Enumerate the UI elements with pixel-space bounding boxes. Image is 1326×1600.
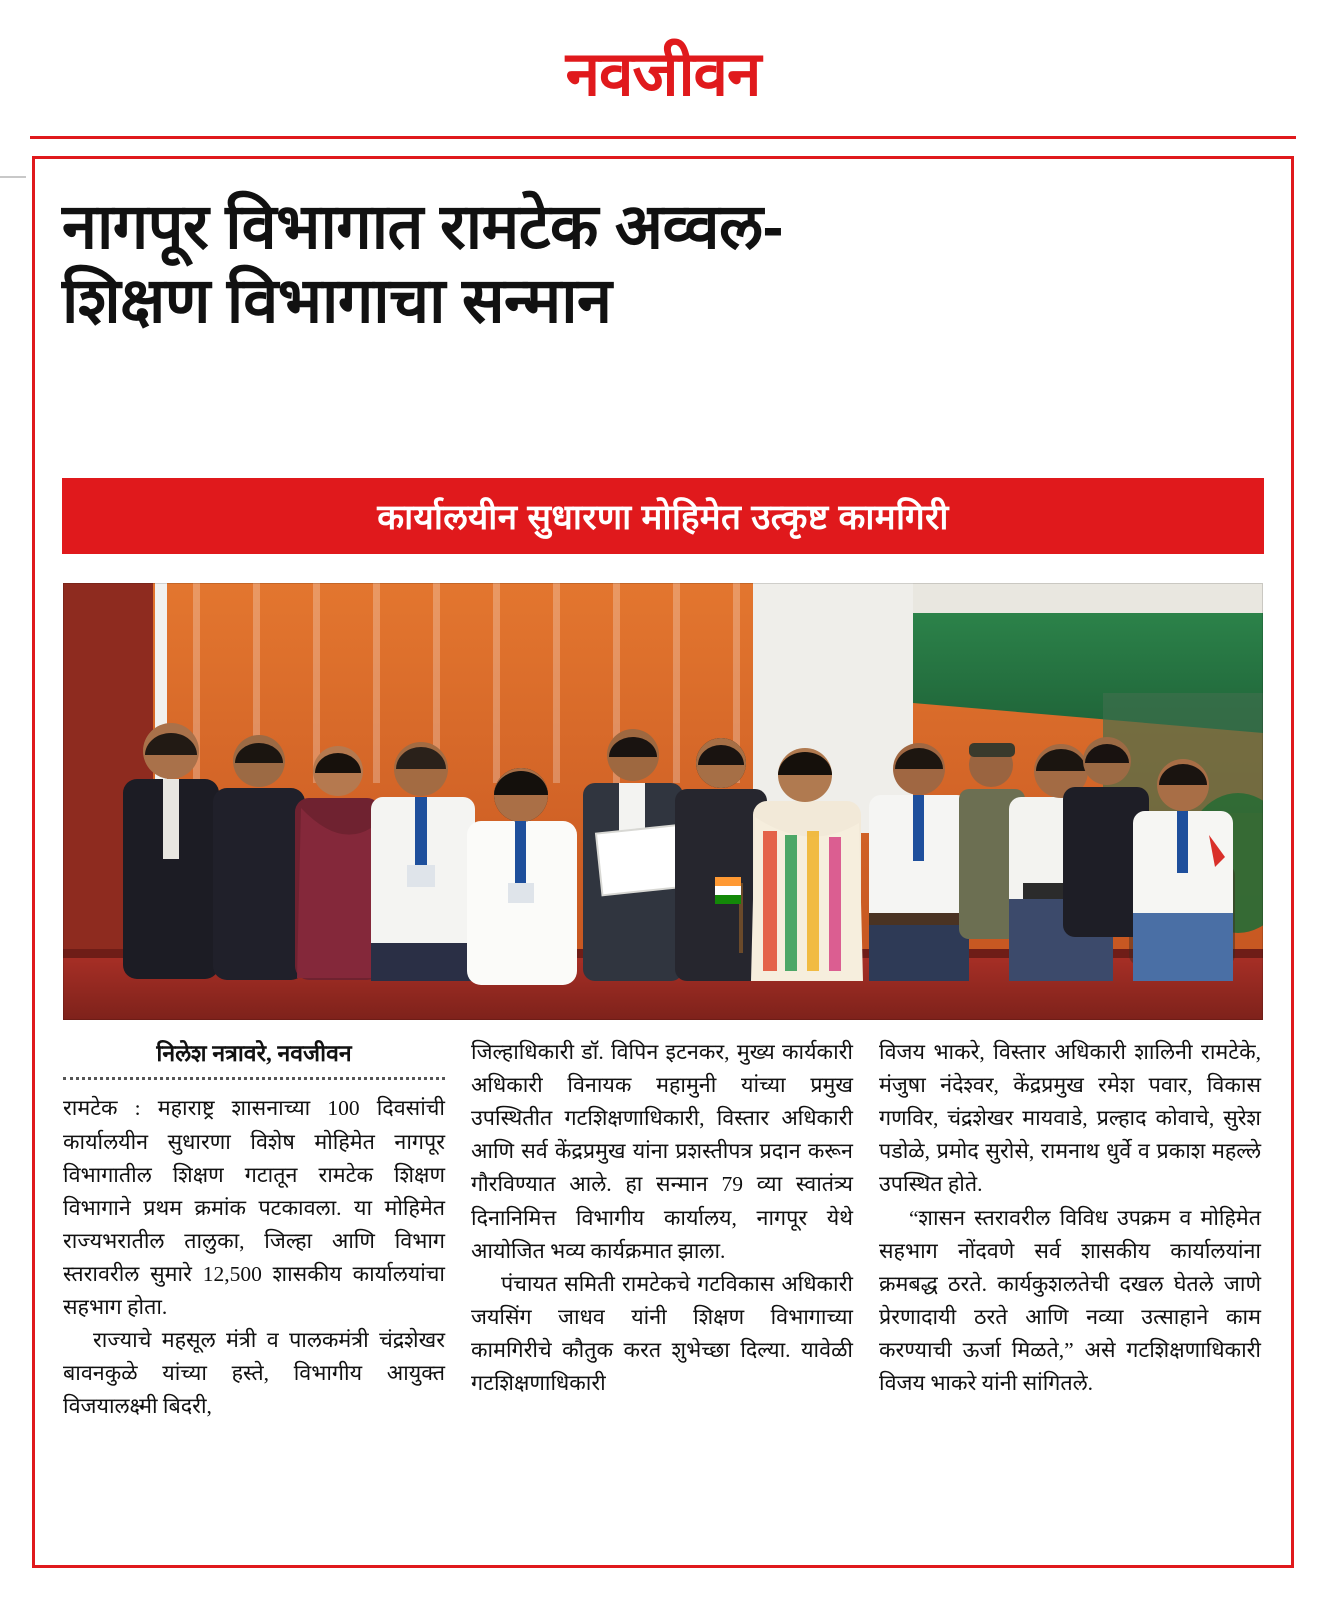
subheadline-band bbox=[62, 478, 1264, 554]
certificate bbox=[596, 825, 688, 896]
page-title bbox=[62, 190, 1262, 339]
masthead-divider bbox=[30, 136, 1296, 139]
masthead-title: नवजीवन bbox=[565, 40, 761, 109]
byline: निलेश नत्रावरे, नवजीवन bbox=[156, 1041, 352, 1066]
body-column-2 bbox=[471, 1036, 853, 1536]
paragraph: विजय भाकरे, विस्तार अधिकारी शालिनी रामटेके, मंजुषा नंदेश्वर, केंद्रप्रमुख रमेश पवार, विकास गणविर, चंद्रशेखर मायवाडे, प्रल्हाद कोवाचे, सुरेश पडोळे, प्रमोद सुरोसे, रामनाथ धुर्वे व प्रकाश महल्ले उपस्थित होते. bbox=[879, 1040, 1261, 1197]
article-photo bbox=[63, 583, 1263, 1020]
award-ceremony-group-photo bbox=[63, 583, 1263, 1020]
subheadline-text: कार्यालयीन सुधारणा मोहिमेत उत्कृष्ट कामगिरी bbox=[377, 497, 949, 537]
body-column-1 bbox=[63, 1036, 445, 1536]
body-column-3 bbox=[879, 1036, 1261, 1536]
article-body bbox=[63, 1036, 1263, 1536]
page-edge-tick bbox=[0, 176, 26, 178]
paragraph: पंचायत समिती रामटेकचे गटविकास अधिकारी जयसिंग जाधव यांनी शिक्षण विभागाच्या कामगिरीचे कौतुक करत शुभेच्छा दिल्या. यावेळी गटशिक्षणाधिकारी bbox=[471, 1271, 853, 1396]
paragraph: राज्याचे महसूल मंत्री व पालकमंत्री चंद्रशेखर बावनकुळे यांच्या हस्ते, विभागीय आयुक्त विजयालक्ष्मी बिदरी, bbox=[63, 1328, 445, 1419]
masthead bbox=[0, 40, 1326, 109]
paragraph-quote: “शासन स्तरावरील विविध उपक्रम व मोहिमेत सहभाग नोंदवणे सर्व शासकीय कार्यालयांना क्रमबद्ध ठरते. कार्यकुशलतेची दखल घेतले जाणे प्रेरणादायी ठरते आणि नव्या उत्साहाने काम करण्याची ऊर्जा मिळते,” असे गटशिक्षणाधिकारी विजय भाकरे यांनी सांगितले. bbox=[879, 1205, 1261, 1396]
headline-line-2: शिक्षण विभागाचा सन्मान bbox=[62, 266, 612, 337]
paragraph: जिल्हाधिकारी डॉ. विपिन इटनकर, मुख्य कार्यकारी अधिकारी विनायक महामुनी यांच्या प्रमुख उपस्थितीत गटशिक्षणाधिकारी, विस्तार अधिकारी आणि सर्व केंद्रप्रमुख यांना प्रशस्तीपत्र प्रदान करून गौरविण्यात आले. हा सन्मान 79 व्या स्वातंत्र्य दिनानिमित्त विभागीय कार्यालय, नागपूर येथे आयोजित भव्य कार्यक्रमात झाला. bbox=[471, 1040, 853, 1263]
paragraph: रामटेक : महाराष्ट्र शासनाच्या 100 दिवसांची कार्यालयीन सुधारणा विशेष मोहिमेत नागपूर विभागातील शिक्षण गटातून रामटेक शिक्षण विभागाने प्रथम क्रमांक पटकावला. या मोहिमेत राज्यभरातील तालुका, जिल्हा आणि विभाग स्तरावरील सुमारे 12,500 शासकीय कार्यालयांचा सहभाग होता. bbox=[63, 1096, 445, 1320]
byline-divider bbox=[63, 1077, 445, 1080]
headline-line-1: नागपूर विभागात रामटेक अव्वल- bbox=[62, 192, 784, 262]
